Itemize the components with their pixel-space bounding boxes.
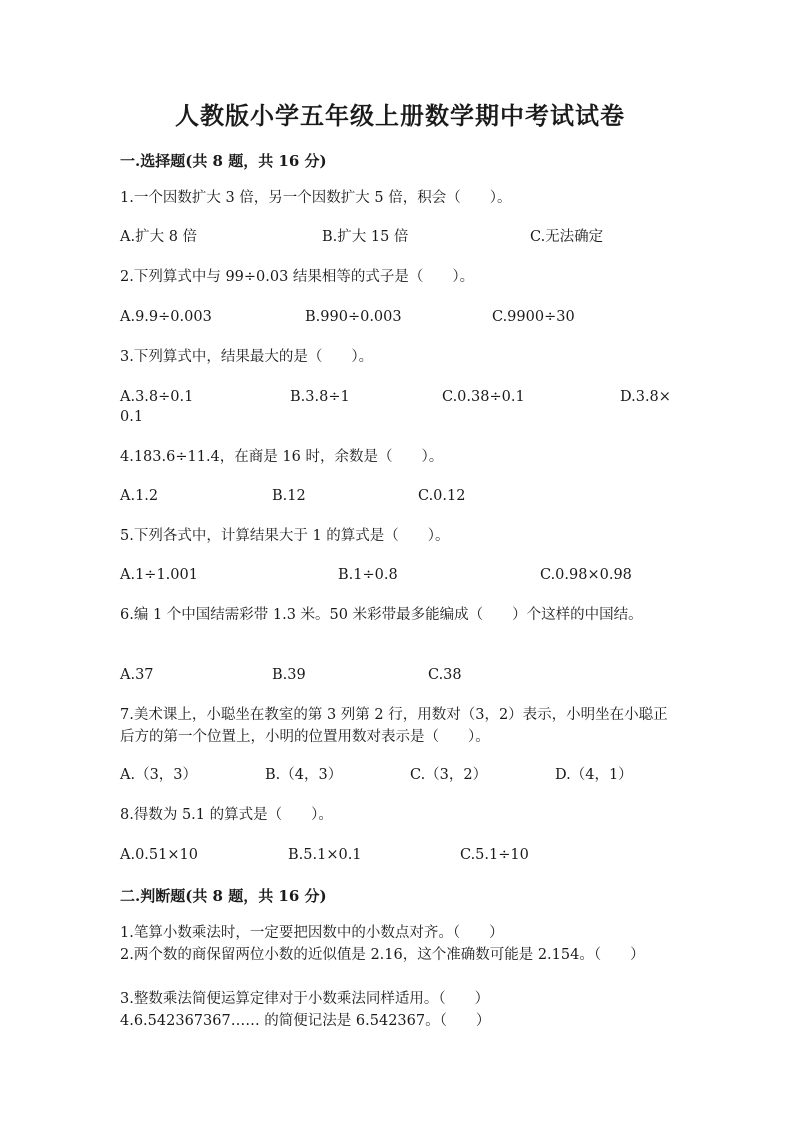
question-2: 2.下列算式中与 99÷0.03 结果相等的式子是（ ）。 <box>120 269 475 285</box>
question-6: 6.编 1 个中国结需彩带 1.3 米。50 米彩带最多能编成（ ）个这样的中国结。 <box>120 607 643 623</box>
option-7d: D.（4，1） <box>555 767 633 783</box>
option-6a: A.37 <box>120 667 154 683</box>
section-heading-judge: 二.判断题(共 8 题，共 16 分) <box>120 887 327 905</box>
option-3a: A.3.8÷0.1 <box>120 389 194 405</box>
question-7: 7.美术课上，小聪坐在教室的第 3 列第 2 行，用数对（3，2）表示，小明坐在小聪正后方的第一个位置上，小明的位置用数对表示是（ ）。 <box>120 707 668 745</box>
question-1: 1.一个因数扩大 3 倍，另一个因数扩大 5 倍，积会（ ）。 <box>120 190 512 206</box>
question-3: 3.下列算式中，结果最大的是（ ）。 <box>120 349 374 365</box>
section-heading-choice: 一.选择题(共 8 题，共 16 分) <box>120 152 327 170</box>
option-4c: C.0.12 <box>418 488 466 504</box>
judge-item-1: 1.笔算小数乘法时，一定要把因数中的小数点对齐。（ ） <box>120 925 504 941</box>
judge-item-4: 4.6.542367367…… 的简便记法是 6.542367。（ ） <box>120 1013 491 1029</box>
option-2a: A.9.9÷0.003 <box>120 309 212 325</box>
option-6b: B.39 <box>272 667 306 683</box>
option-4b: B.12 <box>272 488 306 504</box>
option-5a: A.1÷1.001 <box>120 567 198 583</box>
option-1b: B.扩大 15 倍 <box>322 229 409 245</box>
option-7b: B.（4，3） <box>265 767 343 783</box>
option-2c: C.9900÷30 <box>492 309 575 325</box>
question-5: 5.下列各式中，计算结果大于 1 的算式是（ ）。 <box>120 528 450 544</box>
option-3c: C.0.38÷0.1 <box>442 389 525 405</box>
option-2b: B.990÷0.003 <box>305 309 402 325</box>
option-3b: B.3.8÷1 <box>290 389 350 405</box>
option-5c: C.0.98×0.98 <box>540 567 632 583</box>
question-4: 4.183.6÷11.4，在商是 16 时，余数是（ ）。 <box>120 449 444 465</box>
question-8: 8.得数为 5.1 的算式是（ ）。 <box>120 807 333 823</box>
option-4a: A.1.2 <box>120 488 159 504</box>
option-6c: C.38 <box>428 667 462 683</box>
option-8a: A.0.51×10 <box>120 847 198 863</box>
exam-title: 人教版小学五年级上册数学期中考试试卷 <box>175 101 625 130</box>
option-7a: A.（3，3） <box>120 767 198 783</box>
option-5b: B.1÷0.8 <box>338 567 398 583</box>
judge-item-3: 3.整数乘法简便运算定律对于小数乘法同样适用。（ ） <box>120 991 490 1007</box>
option-3d: D.3.8× <box>620 389 671 405</box>
option-1c: C.无法确定 <box>530 229 604 245</box>
option-1a: A.扩大 8 倍 <box>120 229 198 245</box>
option-3d-wrap: 0.1 <box>120 409 144 425</box>
option-7c: C.（3，2） <box>410 767 488 783</box>
judge-item-2: 2.两个数的商保留两位小数的近似值是 2.16，这个准确数可能是 2.154。（ ） <box>120 947 645 963</box>
option-8c: C.5.1÷10 <box>460 847 529 863</box>
option-8b: B.5.1×0.1 <box>288 847 362 863</box>
